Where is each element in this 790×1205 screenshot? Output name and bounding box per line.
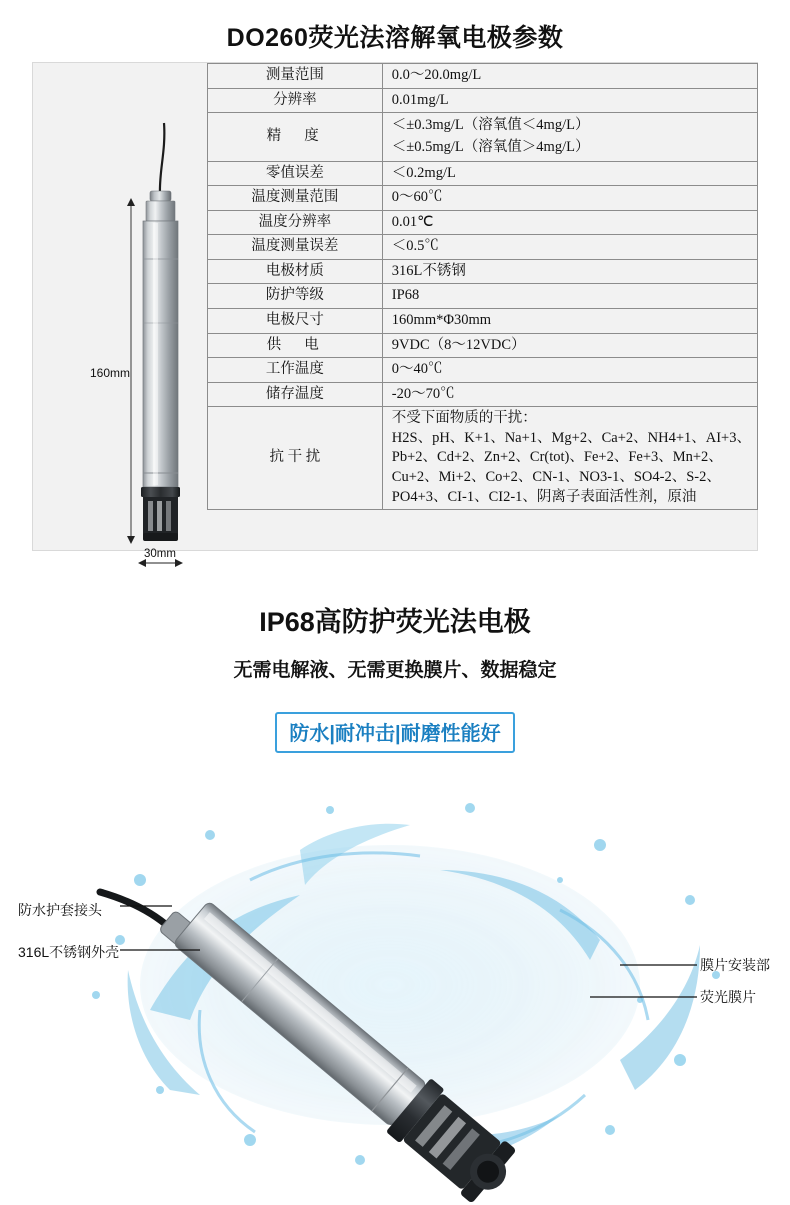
spec-value: 0～40℃ (382, 358, 757, 383)
spec-label: 供 电 (208, 333, 383, 358)
callout-stainless-housing: 316L不锈钢外壳 (18, 944, 120, 960)
spec-value: -20～70℃ (382, 382, 757, 407)
table-row (208, 284, 758, 309)
spec-table (207, 63, 758, 510)
table-row (208, 235, 758, 260)
spec-label: 零值误差 (208, 161, 383, 186)
table-row (208, 186, 758, 211)
interference-intro: 不受下面物质的干扰： (391, 410, 537, 427)
headline-secondary: 无需电解液、无需更换膜片、数据稳定 (233, 660, 557, 681)
spec-value: 0.01mg/L (382, 88, 757, 113)
hero-illustration (0, 760, 790, 1200)
table-row (208, 161, 758, 186)
table-row (208, 259, 758, 284)
probe-diagram (33, 63, 207, 560)
spec-block (32, 62, 758, 560)
callout-membrane-mount: 膜片安装部 (700, 957, 770, 973)
spec-label: 测量范围 (208, 64, 383, 89)
spec-value: 0～60℃ (382, 186, 757, 211)
badge-row (0, 712, 790, 753)
spec-value: ＜0.5℃ (382, 235, 757, 260)
callout-fluorescent-membrane: 荧光膜片 (700, 989, 756, 1005)
spec-label: 抗 干 扰 (208, 407, 383, 510)
table-row (208, 113, 758, 162)
spec-label: 储存温度 (208, 382, 383, 407)
spec-value: 9VDC（8～12VDC） (382, 333, 757, 358)
diameter-dimension-label: 30mm (144, 548, 176, 560)
probe-illustration (33, 63, 207, 560)
spec-value: 316L不锈钢 (382, 259, 757, 284)
interference-line-3: Cu+2、Mi+2、Co+2、CN-1、NO3-1、SO4-2、S-2、 (391, 468, 721, 485)
spec-value (382, 113, 757, 162)
table-row (208, 358, 758, 383)
spec-label: 温度分辨率 (208, 210, 383, 235)
interference-value (382, 407, 757, 510)
page-title: DO260荧光法溶解氧电极参数 (226, 24, 564, 52)
length-dimension-label: 160mm (89, 366, 131, 380)
table-row (208, 309, 758, 334)
callout-waterproof-connector: 防水护套接头 (18, 902, 102, 918)
accuracy-line-2: ＜±0.5mg/L（溶氧值＞4mg/L） (391, 138, 590, 155)
spec-label: 温度测量误差 (208, 235, 383, 260)
table-row (208, 64, 758, 89)
spec-table-container (207, 63, 758, 550)
spec-value: 0.01℃ (382, 210, 757, 235)
table-row (208, 210, 758, 235)
interference-line-1: H2S、pH、K+1、Na+1、Mg+2、Ca+2、NH4+1、AI+3、 (391, 429, 751, 446)
table-row (208, 333, 758, 358)
spec-value: 0.0～20.0mg/L (382, 64, 757, 89)
spec-value: IP68 (382, 284, 757, 309)
spec-label: 防护等级 (208, 284, 383, 309)
spec-label: 精 度 (208, 113, 383, 162)
feature-badge: 防水|耐冲击|耐磨性能好 (275, 712, 514, 753)
interference-line-4: PO4+3、CI-1、CI2-1、阴离子表面活性剂，原油 (391, 488, 697, 505)
spec-label: 分辨率 (208, 88, 383, 113)
accuracy-line-1: ＜±0.3mg/L（溶氧值＜4mg/L） (391, 117, 590, 134)
hero-image (0, 760, 790, 1200)
spec-label: 电极材质 (208, 259, 383, 284)
spec-value: ＜0.2mg/L (382, 161, 757, 186)
spec-value: 160mm*Φ30mm (382, 309, 757, 334)
spec-label: 电极尺寸 (208, 309, 383, 334)
spec-label: 工作温度 (208, 358, 383, 383)
headline-primary: IP68高防护荧光法电极 (259, 607, 531, 637)
spec-label: 温度测量范围 (208, 186, 383, 211)
table-row (208, 382, 758, 407)
interference-line-2: Pb+2、Cd+2、Zn+2、Cr(tot)、Fe+2、Fe+3、Mn+2、 (391, 449, 723, 466)
table-row-interference (208, 407, 758, 510)
table-row (208, 88, 758, 113)
